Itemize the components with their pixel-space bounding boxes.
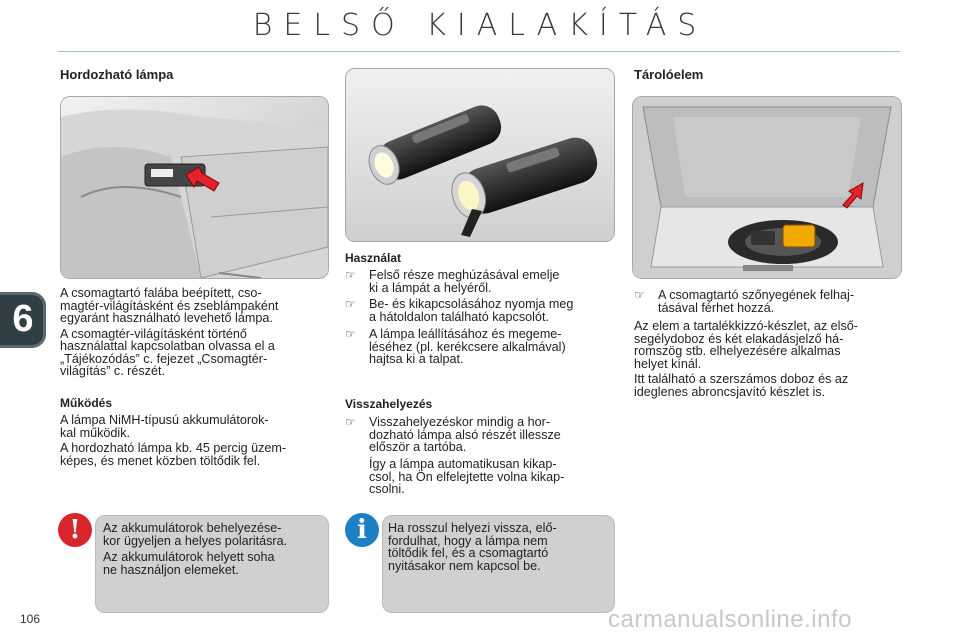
page-number: 106 — [20, 612, 41, 626]
subheading-usage: Használat — [345, 251, 402, 265]
text-line: Az akkumulátorok behelyezése- — [103, 521, 282, 535]
text-line: Ha rosszul helyezi vissza, elő- — [388, 521, 557, 535]
chapter-number: 6 — [12, 298, 34, 340]
text-line: Így a lámpa automatikusan kikap- — [369, 457, 557, 471]
text-line: segélydoboz és két elakadásjelző há- — [634, 331, 844, 346]
text-line: A lámpa leállításához és megeme- — [369, 327, 562, 341]
portable-lamp-illustration — [346, 69, 614, 241]
text-line: kor ügyeljen a helyes polaritásra. — [103, 533, 288, 548]
text-line: dozható lámpa alsó részét illessze — [369, 427, 561, 442]
usage-bullet-1 — [345, 269, 613, 295]
section-title-portable-lamp: Hordozható lámpa — [60, 67, 174, 82]
text-line: ideglenes abroncsjavító készlet is. — [634, 384, 826, 399]
storage-bullet — [634, 289, 900, 315]
intro-paragraph — [60, 287, 327, 378]
text-line: töltődik fel, és a csomagtartó — [388, 546, 549, 560]
operation-paragraph — [60, 414, 327, 467]
header-divider — [58, 51, 900, 52]
text-line: Itt található a szerszámos doboz és az — [634, 372, 849, 386]
text-line: csolni. — [369, 482, 405, 496]
text-line: hajtsa ki a talpat. — [369, 352, 464, 366]
text-line: ki a lámpát a helyéről. — [369, 280, 492, 295]
text-line: magtér-világításként és zseblámpaként — [60, 298, 279, 313]
text-line: csol, ha Ön elfelejtette volna kikap- — [369, 469, 565, 484]
spare-wheel-well-illustration — [633, 97, 901, 278]
storage-paragraph — [634, 320, 900, 398]
text-line: ne használjon elemeket. — [103, 562, 239, 577]
storage-compartment-photo — [632, 96, 902, 279]
subheading-refitting: Visszahelyezés — [345, 397, 433, 411]
text-line: Visszahelyezéskor mindig a hor- — [369, 415, 551, 429]
text-line: Felső része meghúzásával emelje — [369, 268, 560, 282]
trunk-interior-illustration — [61, 97, 328, 278]
info-text — [388, 522, 607, 572]
text-line: romszög stb. elhelyezésére alkalmas — [634, 344, 841, 358]
refitting-bullet — [345, 416, 613, 456]
page-title: BELSŐ KIALAKÍTÁS — [252, 8, 708, 43]
refitting-note — [369, 458, 613, 496]
text-line: Be- és kikapcsolásához nyomja meg — [369, 297, 574, 311]
text-line: Az elem a tartalékkizzó-készlet, az első- — [634, 319, 858, 333]
text-line: világítás” c. részét. — [60, 364, 165, 378]
subheading-operation: Működés — [60, 396, 113, 410]
pointing-hand-icon: ☞ — [345, 297, 356, 311]
text-line: a hátoldalon található kapcsolót. — [369, 309, 549, 324]
text-line: nyitásakor nem kapcsol be. — [388, 558, 541, 573]
text-line: használattal kapcsolatban olvassa el a — [60, 339, 275, 353]
text-line: léséhez (pl. kerékcsere alkalmával) — [369, 339, 566, 354]
info-icon: i — [345, 513, 379, 547]
text-line: kal működik. — [60, 425, 130, 440]
text-line: egyaránt használható levehető lámpa. — [60, 311, 273, 325]
text-line: A lámpa NiMH-típusú akkumulátorok- — [60, 413, 269, 427]
watermark[interactable]: carmanualsonline.info — [608, 606, 852, 633]
text-line: „Tájékozódás” c. fejezet „Csomagtér- — [60, 351, 268, 366]
text-line: A csomagtér-világításként történő — [60, 326, 247, 341]
text-line: tásával férhet hozzá. — [658, 300, 775, 315]
text-line: fordulhat, hogy a lámpa nem — [388, 533, 548, 548]
text-line: Az akkumulátorok helyett soha — [103, 550, 275, 564]
trunk-lamp-photo — [60, 96, 329, 279]
warning-icon: ! — [58, 513, 92, 547]
pointing-hand-icon: ☞ — [634, 288, 645, 302]
text-line: A csomagtartó falába beépített, cso- — [60, 286, 262, 300]
text-line: először a tartóba. — [369, 440, 467, 454]
pointing-hand-icon: ☞ — [345, 327, 356, 341]
section-title-storage: Tárolóelem — [634, 67, 704, 82]
chapter-tab[interactable] — [0, 292, 46, 348]
text-line: helyet kínál. — [634, 356, 702, 371]
portable-lamp-photo — [345, 68, 615, 242]
warning-text — [103, 522, 321, 576]
text-line: képes, és menet közben töltődik fel. — [60, 453, 261, 468]
text-line: A hordozható lámpa kb. 45 percig üzem- — [60, 441, 287, 455]
pointing-hand-icon: ☞ — [345, 415, 356, 429]
usage-bullet-2 — [345, 298, 613, 324]
usage-bullet-3 — [345, 328, 613, 368]
text-line: A csomagtartó szőnyegének felhaj- — [658, 288, 855, 302]
pointing-hand-icon: ☞ — [345, 268, 356, 282]
